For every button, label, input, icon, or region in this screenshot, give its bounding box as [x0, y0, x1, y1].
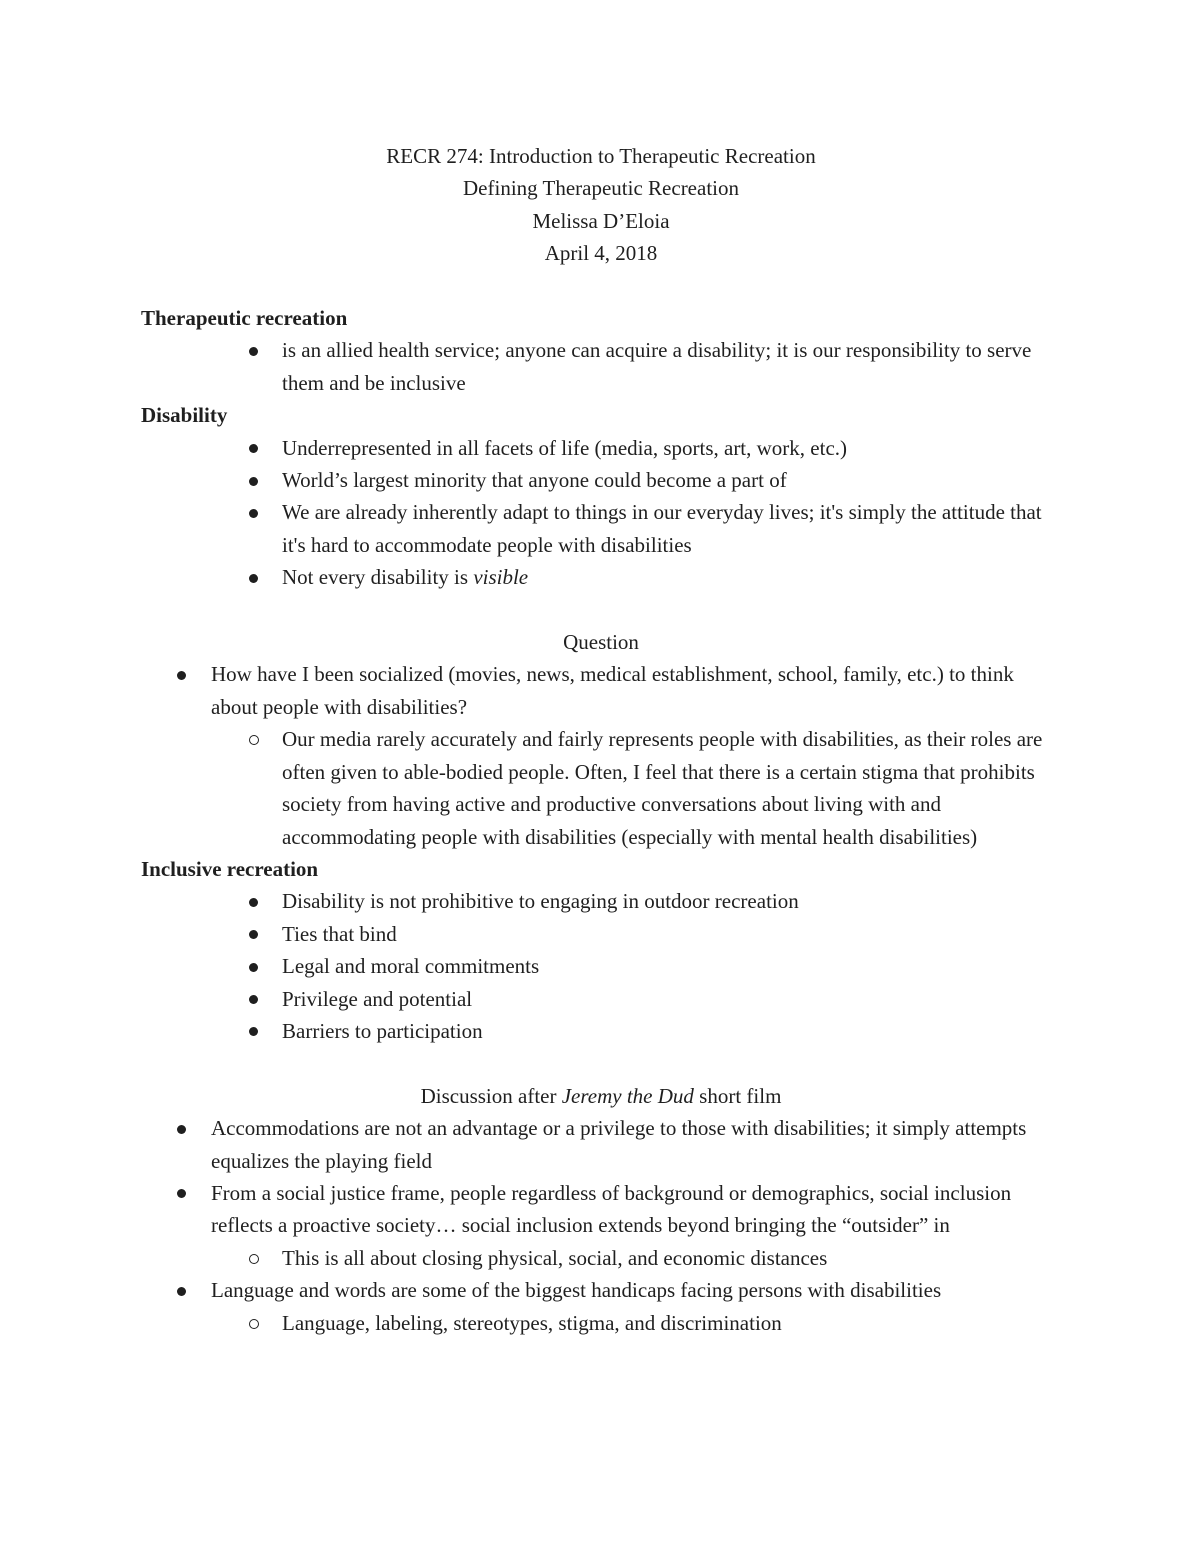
list-item: Not every disability is visible — [141, 561, 1061, 593]
bullet-icon — [249, 432, 258, 464]
list-item: How have I been socialized (movies, news, medical establishment, school, family, etc.) to think about people with disabilities? — [141, 658, 1061, 723]
document-body — [141, 140, 1061, 1339]
bullet-icon — [249, 983, 258, 1015]
bullet-icon — [249, 918, 258, 950]
discussion-list — [141, 1112, 1061, 1339]
bullet-icon — [177, 1112, 186, 1144]
list-item: Legal and moral commitments — [141, 950, 1061, 982]
section-heading-discussion: Discussion after Jeremy the Dud short film — [420, 1083, 782, 1108]
list-item: We are already inherently adapt to things in our everyday lives; it's simply the attitude that it's hard to accommodate people with disabilities — [141, 496, 1061, 561]
list-item: Language and words are some of the biggest handicaps facing persons with disabilities — [141, 1274, 1061, 1306]
sub-list-item: Language, labeling, stereotypes, stigma, and discrimination — [141, 1307, 1061, 1339]
document-header — [141, 140, 1061, 270]
disability-list — [141, 432, 1061, 594]
bullet-icon — [249, 334, 258, 366]
bullet-icon — [249, 561, 258, 593]
list-item: Underrepresented in all facets of life (media, sports, art, work, etc.) — [141, 432, 1061, 464]
document-title: Defining Therapeutic Recreation — [463, 176, 739, 201]
sub-list-item: This is all about closing physical, social, and economic distances — [141, 1242, 1061, 1274]
film-title: Jeremy the Dud — [561, 1083, 694, 1108]
bullet-icon — [249, 496, 258, 528]
list-item: From a social justice frame, people regardless of background or demographics, social inclusion reflects a proactive society… social inclusion extends beyond bringing the “outsider” in — [141, 1177, 1061, 1242]
section-heading-therapeutic-recreation: Therapeutic recreation — [141, 306, 348, 331]
list-item: Barriers to participation — [141, 1015, 1061, 1047]
hollow-bullet-icon — [249, 1307, 259, 1339]
question-list — [141, 658, 1061, 852]
section-heading-inclusive-recreation: Inclusive recreation — [141, 856, 319, 881]
bullet-icon — [177, 1177, 186, 1209]
bullet-icon — [249, 464, 258, 496]
emphasis-visible: visible — [473, 565, 529, 590]
therapeutic-list — [141, 334, 1061, 399]
bullet-icon — [249, 885, 258, 917]
section-heading-disability: Disability — [141, 403, 228, 428]
section-heading-question: Question — [563, 630, 639, 655]
bullet-icon — [177, 1274, 186, 1306]
bullet-icon — [177, 658, 186, 690]
list-item: World’s largest minority that anyone could become a part of — [141, 464, 1061, 496]
list-item: is an allied health service; anyone can acquire a disability; it is our responsibility to serve them and be inclusive — [141, 334, 1061, 399]
hollow-bullet-icon — [249, 723, 259, 755]
bullet-icon — [249, 1015, 258, 1047]
list-item: Privilege and potential — [141, 983, 1061, 1015]
list-item: Accommodations are not an advantage or a privilege to those with disabilities; it simply attempts equalizes the playing field — [141, 1112, 1061, 1177]
document-date: April 4, 2018 — [544, 241, 658, 266]
list-item: Disability is not prohibitive to engaging in outdoor recreation — [141, 885, 1061, 917]
course-title: RECR 274: Introduction to Therapeutic Recreation — [386, 144, 816, 168]
list-item: Ties that bind — [141, 918, 1061, 950]
bullet-icon — [249, 950, 258, 982]
author-name: Melissa D’Eloia — [532, 208, 670, 233]
inclusive-list — [141, 885, 1061, 1047]
hollow-bullet-icon — [249, 1242, 259, 1274]
sub-list-item: Our media rarely accurately and fairly represents people with disabilities, as their roles are often given to able-bodied people. Often, I feel that there is a certain stigma that prohibits society from having active and productive conversations about living with and accommodating people with disabilities (especially with mental health disabilities) — [141, 723, 1061, 853]
